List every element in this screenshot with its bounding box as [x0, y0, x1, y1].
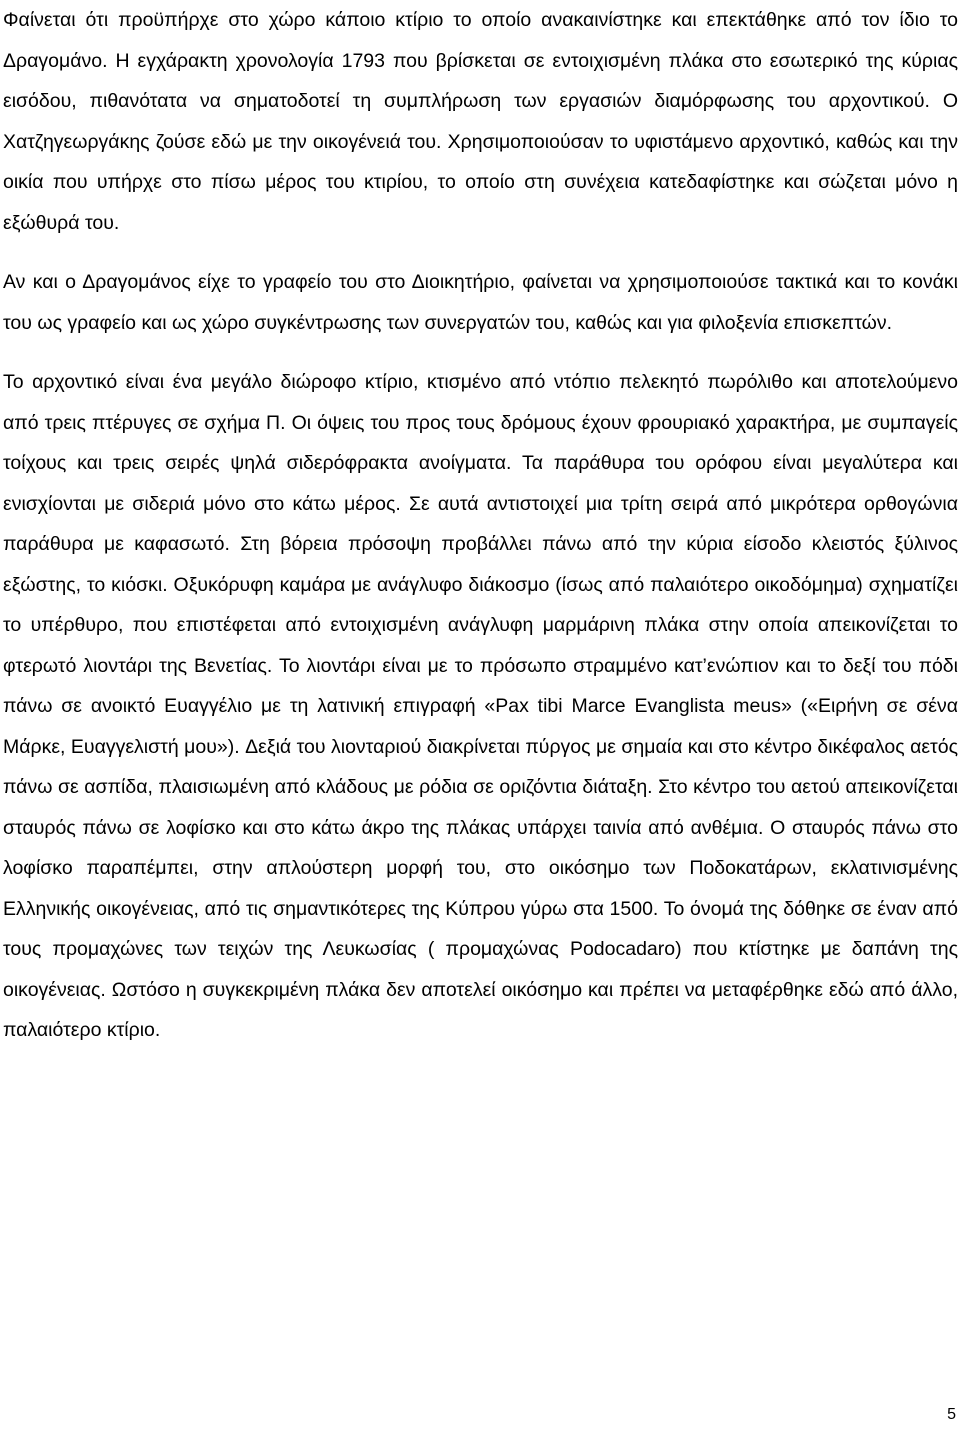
page-number: 5: [947, 1406, 956, 1423]
paragraph-usage: Αν και ο Δραγομάνος είχε το γραφείο του στο Διοικητήριο, φαίνεται να χρησιμοποιούσε τακτικά και το κονάκι του ως γραφείο και ως χώρο συγκέντρωσης των συνεργατών του, καθώς και για φιλοξενία επισκεπτών.: [3, 271, 958, 334]
paragraph-architecture: Το αρχοντικό είναι ένα μεγάλο διώροφο κτίριο, κτισμένο από ντόπιο πελεκητό πωρόλιθο και αποτελούμενο από τρεις πτέρυγες σε σχήμα Π. Οι όψεις του προς τους δρόμους έχουν φρουριακό χαρακτήρα, με συμπαγείς τοίχους και τρεις σειρές ψηλά σιδερόφρακτα ανοίγματα. Τα παράθυρα του ορόφου είναι μεγαλύτερα και ενισχίονται με σιδεριά μόνο στο κάτω μέρος. Σε αυτά αντιστοιχεί μια τρίτη σειρά από μικρότερα ορθογώνια παράθυρα με καφασωτό. Στη βόρεια πρόσοψη προβάλλει πάνω από την κύρια είσοδο κλειστός ξύλινος εξώστης, το κιόσκι. Οξυκόρυφη καμάρα με ανάγλυφο διάκοσμο (ίσως από παλαιότερο οικοδόμημα) σχηματίζει το υπέρθυρο, που επιστέφεται από εντοιχισμένη ανάγλυφη μαρμάρινη πλάκα στην οποία απεικονίζεται το φτερωτό λιοντάρι της Βενετίας. Το λιοντάρι είναι με το πρόσωπο στραμμένο κατ’ενώπιον και το δεξί του πόδι πάνω σε ανοικτό Ευαγγέλιο με τη λατινική επιγραφή «Pax tibi Marce Evanglista meus» («Ειρήνη σε σένα Μάρκε, Ευαγγελιστή μου»). Δεξιά του λιονταριού διακρίνεται πύργος με σημαία και στο κέντρο δικέφαλος αετός πάνω σε ασπίδα, πλαισιωμένη από κλάδους με ρόδια σε οριζόντια διάταξη. Στο κέντρο του αετού απεικονίζεται σταυρός πάνω σε λοφίσκο και στο κάτω άκρο της πλάκας υπάρχει ταινία από ανθέμια. Ο σταυρός πάνω στο λοφίσκο παραπέμπει, στην απλούστερη μορφή του, στο οικόσημο των Ποδοκατάρων, εκλατινισμένης Ελληνικής οικογένειας, από τις σημαντικότερες της Κύπρου γύρω στα 1500. Το όνομά της δόθηκε σε έναν από τους προμαχώνες των τειχών της Λευκωσίας ( προμαχώνας Podocadaro) που κτίστηκε με δαπάνη της οικογένειας. Ωστόσο η συγκεκριμένη πλάκα δεν αποτελεί οικόσημο και πρέπει να μεταφέρθηκε εδώ από άλλο, παλαιότερο κτίριο.: [3, 371, 958, 1041]
paragraph-history: Φαίνεται ότι προϋπήρχε στο χώρο κάποιο κτίριο το οποίο ανακαινίστηκε και επεκτάθηκε από τον ίδιο το Δραγομάνο. Η εγχάρακτη χρονολογία 1793 που βρίσκεται σε εντοιχισμένη πλάκα στο εσωτερικό της κύριας εισόδου, πιθανότατα να σηματοδοτεί τη συμπλήρωση των εργασιών διαμόρφωσης του αρχοντικού. Ο Χατζηγεωργάκης ζούσε εδώ με την οικογένειά του. Χρησιμοποιούσαν το υφιστάμενο αρχοντικό, καθώς και την οικία που υπήρχε στο πίσω μέρος του κτιρίου, το οποίο στη συνέχεια κατεδαφίστηκε και σώζεται μόνο η εξώθυρά του.: [3, 9, 958, 234]
body-text: [3, 0, 958, 1051]
